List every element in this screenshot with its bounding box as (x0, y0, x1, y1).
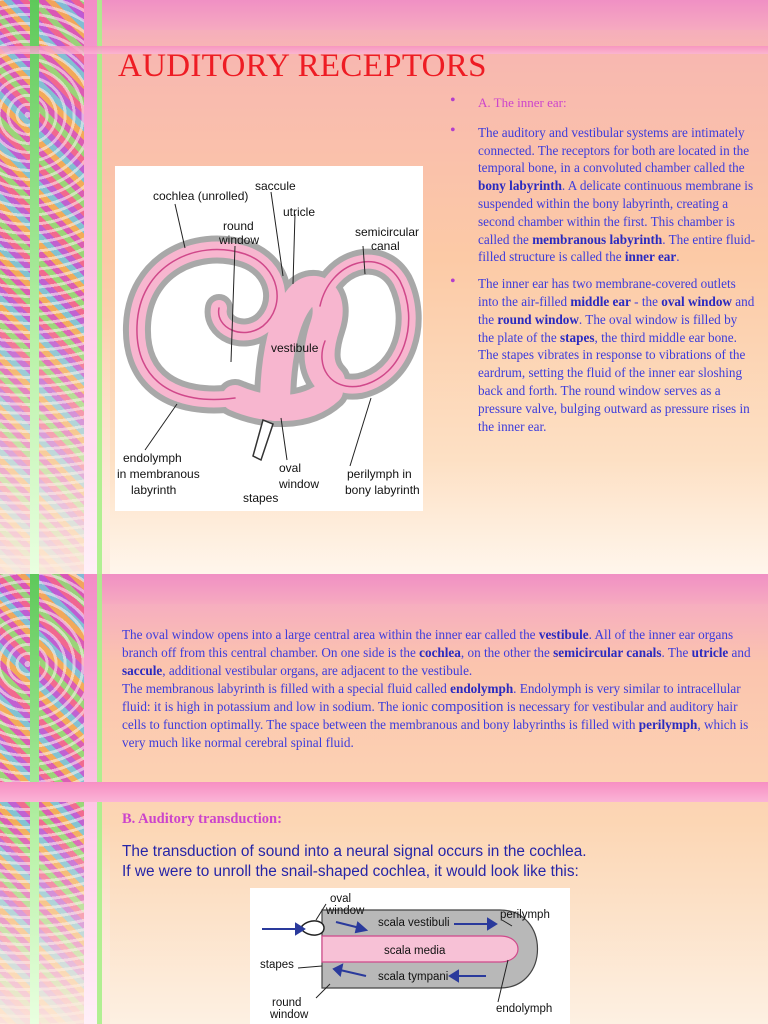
label-scala-vestibuli: scala vestibuli (378, 917, 450, 929)
cochlea-unrolled-diagram (250, 888, 570, 1024)
label-perilymph-1: perilymph in (347, 467, 412, 481)
bullet-list (450, 94, 756, 444)
top-band (0, 574, 768, 604)
label-utricle: utricle (283, 205, 316, 219)
label-endolymph-2: in membranous (117, 467, 200, 481)
label-scala-media: scala media (384, 945, 446, 957)
bullet-windows: • The inner ear has two membrane-covered outlets into the air-filled middle ear - the oval window and the round window. The oval window is filled by the plate of the stapes, the third middle ear bone. The stapes vibrates in response to vibrations of the eardrum, setting the fluid of the inner ear sloshing back and forth. The round window serves as a pressure valve, bulging outward as pressure rises in the inner ear. (450, 275, 756, 435)
label-cochlea: cochlea (unrolled) (153, 189, 249, 203)
decorative-band (0, 782, 768, 802)
inner-ear-diagram (115, 166, 423, 511)
label-round-2: window (270, 1009, 309, 1021)
decorative-pink-bar (84, 0, 98, 574)
label-scala-tympani: scala tympani (378, 971, 449, 983)
section-heading: B. Auditory transduction: (122, 811, 282, 827)
intro-text: The transduction of sound into a neural signal occurs in the cochlea. If we were to unroll the snail-shaped cochlea, it would look like this: (122, 843, 587, 880)
label-semicircular-1: semicircular (355, 225, 420, 239)
label-oval-2: window (279, 477, 320, 491)
top-band (0, 0, 768, 30)
bullet-subheading: • A. The inner ear: (450, 94, 756, 112)
label-oval-1: oval (330, 893, 352, 905)
label-stapes: stapes (243, 491, 279, 505)
label-endolymph-3: labyrinth (131, 483, 177, 497)
label-perilymph: perilymph (500, 909, 550, 921)
bullet-intro: • The auditory and vestibular systems are intimately connected. The receptors for both are located in the temporal bone, in a convoluted chamber called the bony labyrinth. A delicate continuous membrane is suspended within the bony labyrinth, creating a second chamber within the first. This chamber is called the membranous labyrinth. The entire fluid-filled structure is called the inner ear. (450, 124, 756, 266)
decorative-green-bar (30, 0, 39, 574)
label-endolymph-1: endolymph (123, 451, 182, 465)
slide-auditory-transduction (0, 574, 768, 1024)
slide-title: AUDITORY RECEPTORS (118, 48, 487, 84)
label-oval-2: window (326, 905, 365, 917)
label-oval-1: oval (279, 461, 302, 475)
label-vestibule: vestibule (271, 341, 319, 355)
cochlea-svg (250, 888, 570, 1024)
label-endolymph: endolymph (496, 1003, 553, 1015)
label-perilymph-2: bony labyrinth (345, 483, 420, 497)
label-semicircular-2: canal (371, 239, 400, 253)
label-stapes: stapes (260, 959, 294, 971)
label-saccule: saccule (255, 179, 296, 193)
inner-ear-svg (115, 166, 423, 511)
decorative-green-bar-thin (97, 0, 102, 574)
paragraph-labyrinth: The oval window opens into a large central area within the inner ear called the vestibule. All of the inner ear organs branch off from this central chamber. On one side is the cochlea, on the other the semicircular canals. The utricle and saccule, additional vestibular organs, are adjacent to the vestibule. The membranous labyrinth is filled with a special fluid called endolymph. Endolymph is very similar to intracellular fluid: it is high in potassium and low in sodium. The ionic composition is necessary for vestibular and auditory hair cells to function optimally. The space between the membranous and bony labyrinths is filled with perilymph, which is very much like normal cerebral spinal fluid. (122, 627, 751, 750)
label-round-window-1: round (223, 219, 254, 233)
label-round-window-2: window (219, 233, 260, 247)
label-round-1: round (272, 997, 302, 1009)
